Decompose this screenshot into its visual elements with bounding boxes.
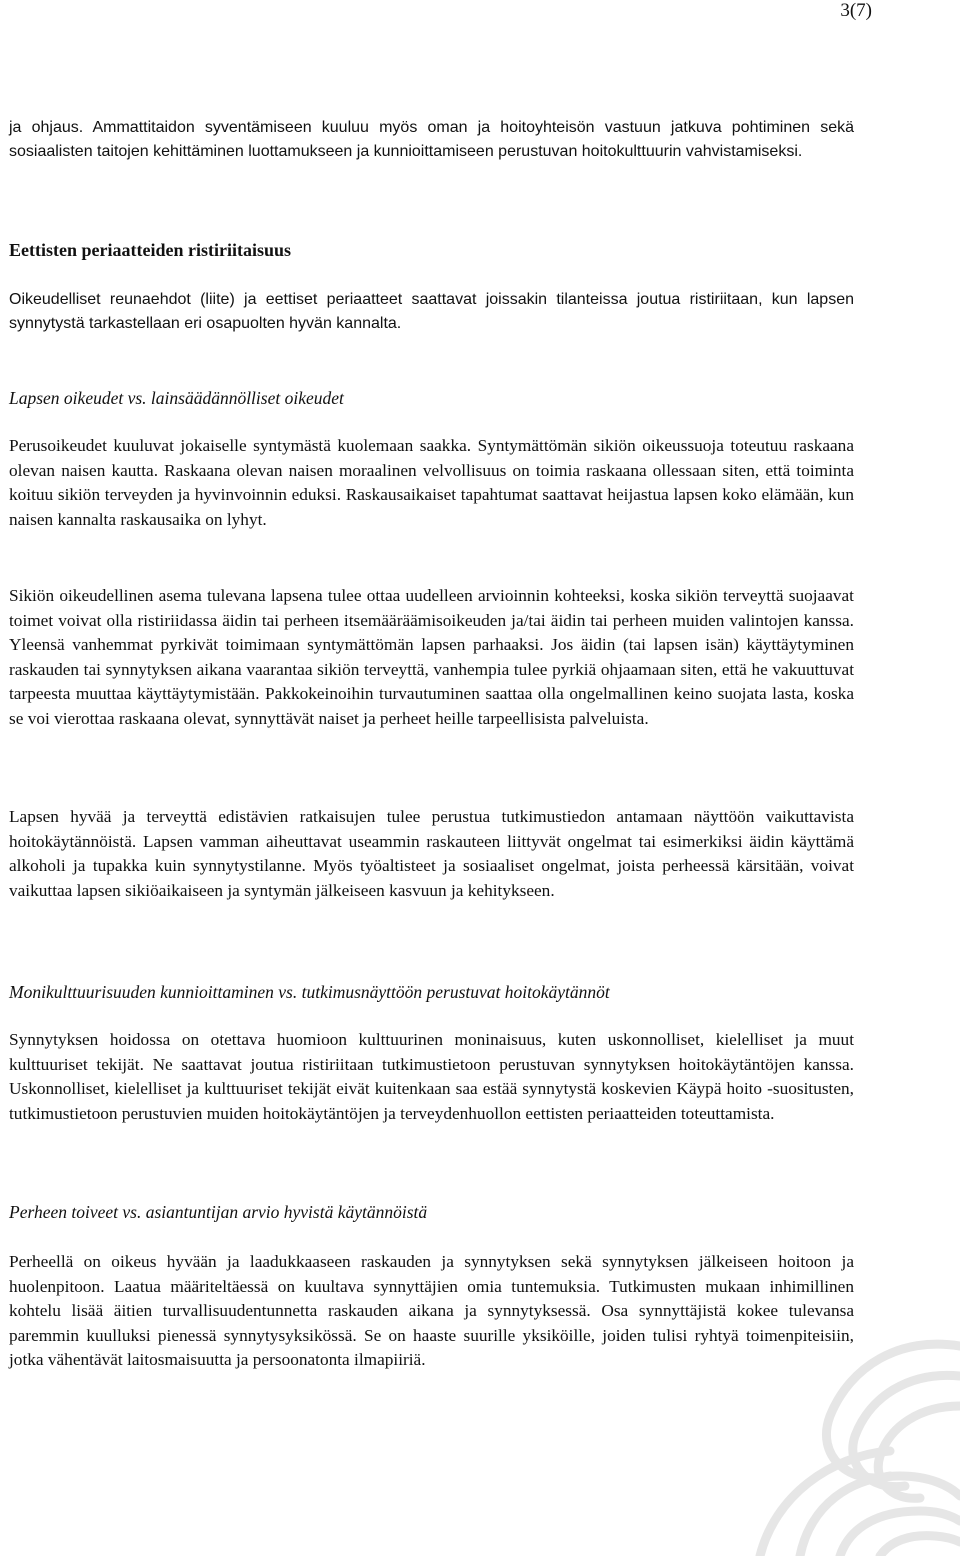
heading-child-rights: Lapsen oikeudet vs. lainsäädännölliset oikeudet — [9, 388, 344, 408]
heading-ethics-conflict: Eettisten periaatteiden ristiriitaisuus — [9, 240, 291, 260]
paragraph-fetus-status: Sikiön oikeudellinen asema tulevana lapsena tulee ottaa uudelleen arvioinnin kohteeksi, koska sikiön terveyttä suojaavat toimet voivat olla ristiriidassa äidin tai perheen itsemääräämisoikeuden ja/tai äidin tai perheen muiden valintojen kanssa. Yleensä vanhemmat pyrkivät toimimaan syntymättömän lapsen parhaaksi. Jos äidin (tai lapsen isän) käyttäytyminen raskauden tai synnytyksen aikana vaarantaa sikiön terveyttä, vanhempia tulee pyrkiä ohjaamaan siten, että he vakuuttuvat tarpeesta muuttaa käyttäytymistään. Pakkokeinoihin turvautuminen saattaa olla ongelmallinen keino suojata lasta, koska se voi vierottaa raskaana olevat, synnyttävät naiset ja perheet heille tarpeellisista palveluista. — [9, 586, 854, 728]
wave-swirl-logo-icon — [600, 1326, 960, 1556]
paragraph-cultural-diversity: Synnytyksen hoidossa on otettava huomioon kulttuurinen moninaisuus, kuten uskonnolliset, kielelliset ja muut kulttuuriset tekijät. Ne saattavat joutua ristiriitaan tutkimustietoon perustuvan synnytyksen hoitokäytäntöjen kanssa. Uskonnolliset, kielelliset ja kulttuuriset tekijät eivät kuitenkaan saa estää synnytystä koskevien Käypä hoito -suositusten, tutkimustietoon perustuvien muiden hoitokäytäntöjen ja terveydenhuollon eettisten periaatteiden toteuttamista. — [9, 1030, 854, 1123]
heading-family-wishes: Perheen toiveet vs. asiantuntijan arvio hyvistä käytännöistä — [9, 1202, 428, 1222]
paragraph-basic-rights: Perusoikeudet kuuluvat jokaiselle syntymästä kuolemaan saakka. Syntymättömän sikiön oikeussuoja toteutuu raskaana olevan naisen kautta. Raskaana olevan naisen moraalinen velvollisuus on toimia raskaana ollessaan siten, että toiminta koituu sikiön terveyden ja hyvinvoinnin eduksi. Raskausaikaiset tapahtumat saattavat heijastua lapsen koko elämään, kun naisen kannalta raskausaika on lyhyt. — [9, 436, 854, 529]
page-number: 3(7) — [840, 0, 872, 21]
paragraph-intro: ja ohjaus. Ammattitaidon syventämiseen kuuluu myös oman ja hoitoyhteisön vastuun jatkuva pohtiminen sekä sosiaalisten taitojen kehittäminen luottamukseen ja kunnioittamiseen perustuvan hoitokulttuurin vahvistamiseksi. — [9, 119, 854, 160]
heading-multiculturalism: Monikulttuurisuuden kunnioittaminen vs. tutkimusnäyttöön perustuvat hoitokäytännöt — [9, 982, 610, 1002]
paragraph-legal-conflict: Oikeudelliset reunaehdot (liite) ja eettiset periaatteet saattavat joissakin tilanteissa joutua ristiriitaan, kun lapsen synnytystä tarkastellaan eri osapuolten hyvän kannalta. — [9, 291, 854, 332]
paragraph-evidence-based: Lapsen hyvää ja terveyttä edistävien ratkaisujen tulee perustua tutkimustiedon antamaan näyttöön vaikuttavista hoitokäytännöistä. Lapsen vamman aiheuttavat useammin raskauteen liittyvät ongelmat tai esimerkiksi äidin käyttämä alkoholi ja tupakka kuin synnytystilanne. Myös työaltisteet ja sosiaaliset ongelmat, joista perheessä kärsitään, voivat vaikuttaa lapsen sikiöaikaiseen ja syntymän jälkeiseen kasvuun ja kehitykseen. — [9, 807, 854, 900]
paragraph-family-rights: Perheellä on oikeus hyvään ja laadukkaaseen raskauden ja synnytyksen sekä synnytyksen jälkeiseen hoitoon ja huolenpitoon. Laatua määriteltäessä on kuultava synnyttäjien omia tuntemuksia. Tutkimusten mukaan inhimillinen kohtelu lisää äitien turvallisuudentunnetta raskauden aikana ja synnytyksessä. Osa synnyttäjistä kokee tulevansa paremmin kuulluksi pienessä synnytysyksikössä. Se on haaste suurille yksiköille, joiden tulisi ryhtyä toimenpiteisiin, jotka vähentävät laitosmaisuutta ja persoonatonta ilmapiiriä. — [9, 1252, 854, 1369]
